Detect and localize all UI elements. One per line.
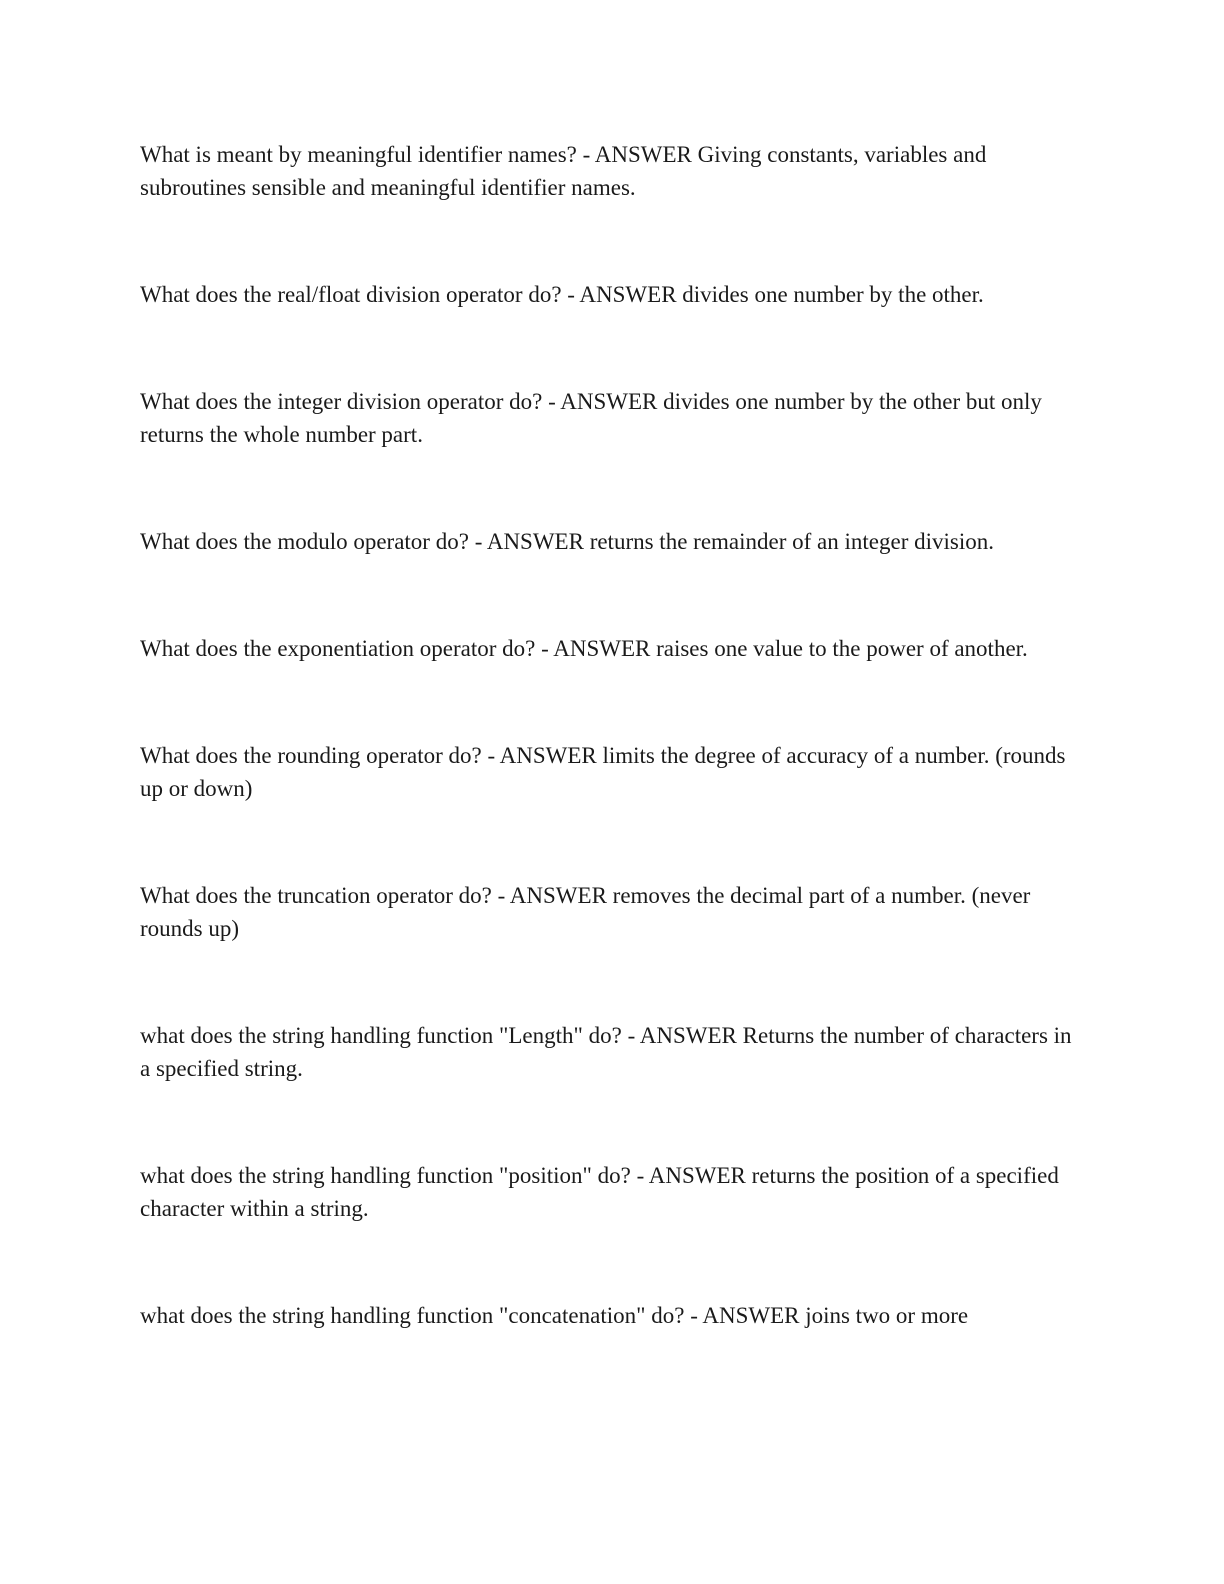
answer-separator: - ANSWER — [535, 636, 657, 661]
question-text: What is meant by meaningful identifier names? — [140, 142, 577, 167]
answer-text: divides one number by the other. — [682, 282, 984, 307]
answer-text: limits the degree of accuracy of a number. (rounds up or down) — [140, 743, 1066, 801]
answer-separator: - ANSWER — [684, 1303, 806, 1328]
answer-text: raises one value to the power of another. — [656, 636, 1028, 661]
qa-entry — [140, 1019, 1080, 1085]
answer-separator: - ANSWER — [630, 1163, 752, 1188]
question-text: What does the exponentiation operator do? — [140, 636, 536, 661]
qa-entry — [140, 1159, 1080, 1225]
question-text: What does the truncation operator do? — [140, 883, 492, 908]
answer-text: divides one number by the other but only returns the whole number part. — [140, 389, 1042, 447]
question-text: what does the string handling function "concatenation" do? — [140, 1303, 685, 1328]
answer-text: removes the decimal part of a number. (never rounds up) — [140, 883, 1031, 941]
question-text: What does the rounding operator do? — [140, 743, 482, 768]
qa-entry — [140, 138, 1080, 204]
qa-entry — [140, 385, 1080, 451]
answer-separator: - ANSWER — [576, 142, 698, 167]
qa-entry — [140, 278, 1080, 311]
question-text: What does the modulo operator do? — [140, 529, 469, 554]
answer-text: Giving constants, variables and subroutines sensible and meaningful identifier names. — [140, 142, 987, 200]
qa-entry — [140, 632, 1080, 665]
question-text: what does the string handling function "Length" do? — [140, 1023, 622, 1048]
answer-separator: - ANSWER — [481, 743, 603, 768]
question-text: What does the real/float division operator do? — [140, 282, 562, 307]
answer-text: returns the position of a specified character within a string. — [140, 1163, 1059, 1221]
qa-entry — [140, 1299, 1080, 1332]
answer-separator: - ANSWER — [468, 529, 590, 554]
answer-text: returns the remainder of an integer division. — [589, 529, 994, 554]
answer-separator: - ANSWER — [561, 282, 683, 307]
question-text: what does the string handling function "position" do? — [140, 1163, 631, 1188]
qa-entry — [140, 525, 1080, 558]
qa-entry — [140, 879, 1080, 945]
answer-separator: - ANSWER — [491, 883, 613, 908]
answer-text: Returns the number of characters in a specified string. — [140, 1023, 1072, 1081]
question-text: What does the integer division operator do? — [140, 389, 543, 414]
qa-list — [140, 138, 1080, 1406]
answer-separator: - ANSWER — [542, 389, 664, 414]
qa-entry — [140, 739, 1080, 805]
answer-text: joins two or more — [805, 1303, 969, 1328]
answer-separator: - ANSWER — [621, 1023, 743, 1048]
